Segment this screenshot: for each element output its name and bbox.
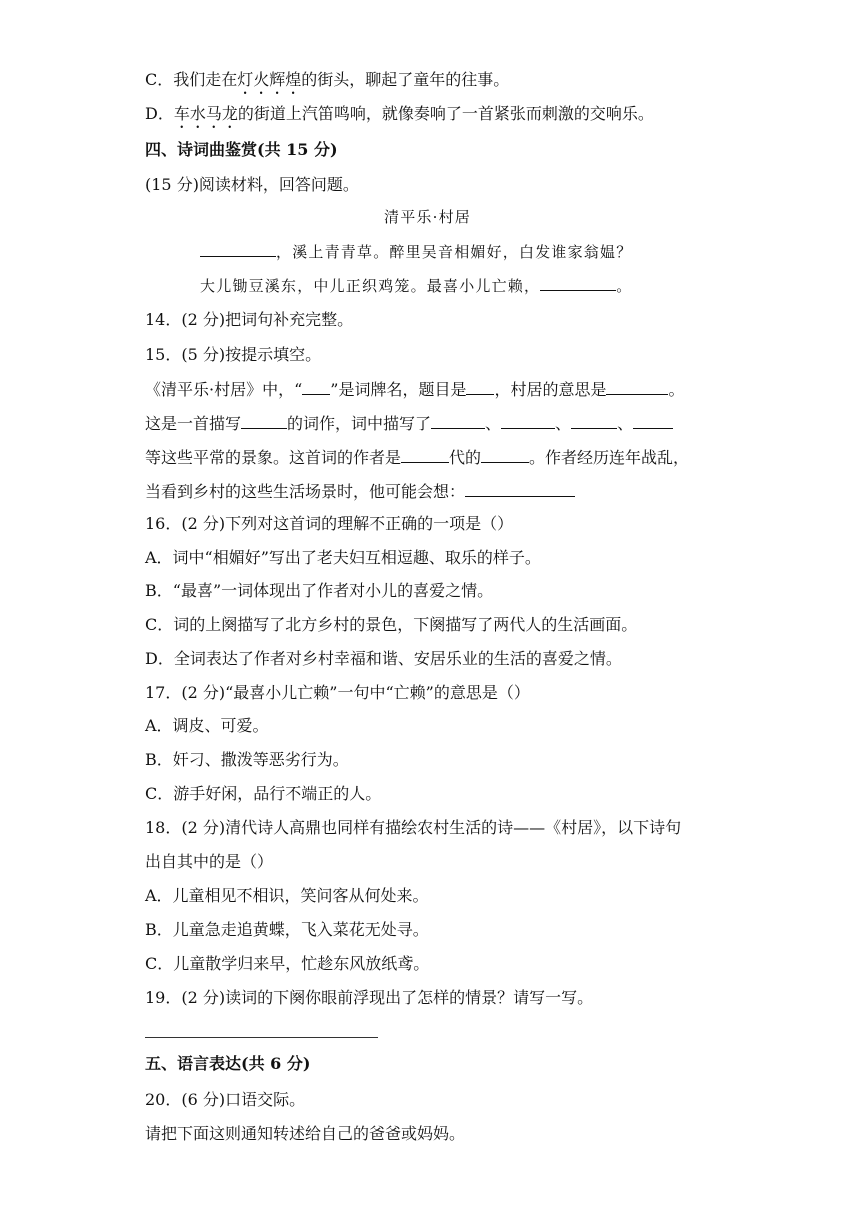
answer-blank[interactable]: [571, 413, 617, 429]
question-16-option-b: B．“最喜”一词体现出了作者对小儿的喜爱之情。: [145, 581, 494, 600]
answer-blank[interactable]: [465, 481, 575, 497]
question-17: 17．(2 分)“最喜小儿亡赖”一句中“亡赖”的意思是（）: [145, 683, 530, 702]
q15-text: 这是一首描写: [145, 414, 242, 433]
question-15-line-2: [145, 413, 673, 434]
q15-text: 。作者经历连年战乱，: [529, 448, 690, 467]
q15-text: 的词作，词中描写了: [287, 414, 432, 433]
reading-instruction: (15 分)阅读材料，回答问题。: [145, 175, 359, 194]
question-20: 20．(6 分)口语交际。: [145, 1090, 306, 1109]
question-15-line-3: [145, 447, 689, 468]
q15-text: 。: [668, 380, 685, 399]
question-15-line-1: [145, 379, 685, 400]
section-four-heading: 四、诗词曲鉴赏(共 15 分): [145, 140, 338, 159]
separator: 、: [485, 414, 502, 433]
question-18-option-a: A．儿童相见不相识，笑问客从何处来。: [145, 886, 429, 905]
answer-blank[interactable]: [200, 241, 276, 257]
answer-line[interactable]: [145, 1037, 378, 1038]
answer-blank[interactable]: [431, 413, 485, 429]
question-18-option-b: B．儿童急走追黄蝶，飞入菜花无处寻。: [145, 920, 429, 939]
option-c-text: C．我们走在: [145, 70, 238, 89]
question-17-option-c: C．游手好闲，品行不端正的人。: [145, 784, 382, 803]
q15-text: ，村居的意思是: [494, 380, 607, 399]
separator: 、: [617, 414, 634, 433]
question-14: 14．(2 分)把词句补充完整。: [145, 310, 354, 329]
answer-blank[interactable]: [540, 275, 616, 291]
answer-blank[interactable]: [501, 413, 555, 429]
option-d-label: D．: [145, 104, 174, 123]
question-18-continued: 出自其中的是（）: [145, 852, 274, 871]
answer-blank[interactable]: [241, 413, 287, 429]
option-c-text-end: 的街头，聊起了童年的往事。: [301, 70, 510, 89]
answer-blank[interactable]: [302, 379, 330, 395]
question-16-option-a: A．词中“相媚好”写出了老夫妇互相逗趣、取乐的样子。: [145, 548, 541, 567]
question-16-option-c: C．词的上阕描写了北方乡村的景色，下阕描写了两代人的生活画面。: [145, 615, 638, 634]
q15-text: 代的: [449, 448, 482, 467]
poem-line-2-text: 大儿锄豆溪东，中儿正织鸡笼。最喜小儿亡赖，: [200, 277, 541, 295]
answer-blank[interactable]: [466, 379, 494, 395]
question-16-option-d: D．全词表达了作者对乡村幸福和谐、安居乐业的生活的喜爱之情。: [145, 649, 622, 668]
q15-text: 等这些平常的景象。这首词的作者是: [145, 448, 402, 467]
option-d-line: [145, 104, 654, 132]
q15-text: ”是词牌名，题目是: [330, 380, 467, 399]
section-five-heading: 五、语言表达(共 6 分): [145, 1054, 311, 1073]
question-17-option-b: B．奸刁、撒泼等恶劣行为。: [145, 750, 349, 769]
q15-text: 当看到乡村的这些生活场景时，他可能会想：: [145, 482, 466, 501]
question-18-option-c: C．儿童散学归来早，忙趁东风放纸鸢。: [145, 954, 430, 973]
answer-blank[interactable]: [633, 413, 673, 429]
option-d-text: 的街道上汽笛鸣响，就像奏响了一首紧张而刺激的交响乐。: [237, 104, 654, 123]
q15-text: 《清平乐·村居》中，“: [145, 380, 303, 399]
question-18: 18．(2 分)清代诗人高鼎也同样有描绘农村生活的诗——《村居》，以下诗句: [145, 818, 682, 837]
emphasized-phrase: 车水马龙: [173, 104, 238, 123]
answer-blank[interactable]: [606, 379, 668, 395]
poem-line-2: [200, 275, 632, 296]
question-15: 15．(5 分)按提示填空。: [145, 345, 322, 364]
separator: 、: [555, 414, 572, 433]
poem-line-2-end: 。: [616, 277, 633, 295]
poem-line-1-text: ，溪上青青草。醉里吴音相媚好，白发谁家翁媪？: [276, 243, 633, 261]
option-c-line: [145, 70, 509, 98]
question-19: 19．(2 分)读词的下阕你眼前浮现出了怎样的情景？请写一写。: [145, 988, 594, 1007]
answer-blank[interactable]: [401, 447, 449, 463]
question-15-line-4: [145, 481, 575, 502]
question-16: 16．(2 分)下列对这首词的理解不正确的一项是（）: [145, 514, 514, 533]
question-17-option-a: A．调皮、可爱。: [145, 716, 269, 735]
poem-title: 清平乐·村居: [384, 208, 471, 226]
emphasized-phrase: 灯火辉煌: [237, 70, 302, 89]
poem-line-1: [200, 241, 632, 262]
answer-blank[interactable]: [481, 447, 529, 463]
question-20-instruction: 请把下面这则通知转述给自己的爸爸或妈妈。: [145, 1124, 466, 1143]
